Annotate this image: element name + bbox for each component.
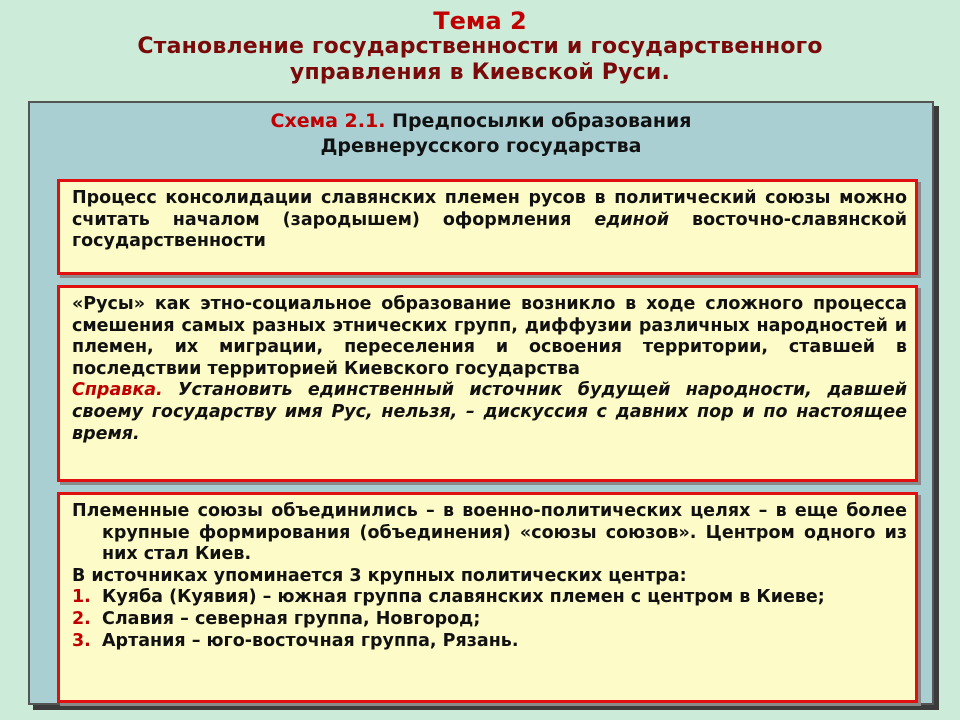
topic-number: Тема 2 — [433, 7, 527, 35]
scheme-heading — [30, 109, 932, 159]
reference-note — [72, 380, 907, 445]
scheme-title-line2: Древнерусского государства — [320, 135, 642, 157]
list-item-number: 2. — [72, 608, 91, 629]
list-item — [72, 631, 907, 653]
tribal-unions-text: Племенные союзы объединились – в военно-политических целях – в еще более крупные формирования (объединения) «союзы союзов». Центром одного из них стал Киев. — [72, 501, 907, 565]
consolidation-text-part1: Процесс консолидации славянских племен русов в политический союзы можно считать началом (зародышем) оформления — [72, 188, 907, 230]
reference-label: Справка. — [72, 380, 163, 401]
rus-origin-text: «Русы» как этно-социальное образование возникло в ходе сложного процесса смешения самых разных этнических групп, диффузии различных народностей и племен, их миграции, переселения и освоения территории, ставшей в последствии территорией Киевского государства — [72, 294, 907, 379]
list-item — [72, 587, 907, 609]
topic-title-line2: управления в Киевской Руси. — [289, 60, 671, 85]
slide-title — [0, 8, 960, 86]
consolidation-box — [57, 179, 918, 275]
list-item-text: Славия – северная группа, Новгород; — [102, 608, 481, 629]
sources-text: В источниках упоминается 3 крупных политических центра: — [72, 565, 687, 586]
consolidation-text-part2: восточно-славянской государственности — [72, 209, 908, 252]
scheme-title-line1: Предпосылки образования — [385, 110, 692, 132]
rus-origin-box — [57, 285, 918, 482]
list-item — [72, 609, 907, 631]
scheme-label: Схема 2.1. — [270, 110, 386, 132]
list-item-text: Артания – юго-восточная группа, Рязань. — [102, 630, 519, 651]
consolidation-text — [72, 188, 907, 253]
consolidation-text-italic: единой — [594, 209, 670, 230]
tribal-unions-box — [57, 492, 918, 703]
list-item-number: 1. — [72, 587, 91, 608]
list-item-text: Куяба (Куявия) – южная группа славянских племен с центром в Киеве; — [102, 587, 825, 608]
reference-text: Установить единственный источник будущей народности, давшей своему государству имя Рус, нельзя, – дискуссия с давних пор и по настоящее время. — [72, 380, 907, 444]
scheme-panel — [28, 101, 934, 705]
topic-title-line1: Становление государственности и государственного — [137, 34, 823, 59]
list-item-number: 3. — [72, 630, 91, 651]
